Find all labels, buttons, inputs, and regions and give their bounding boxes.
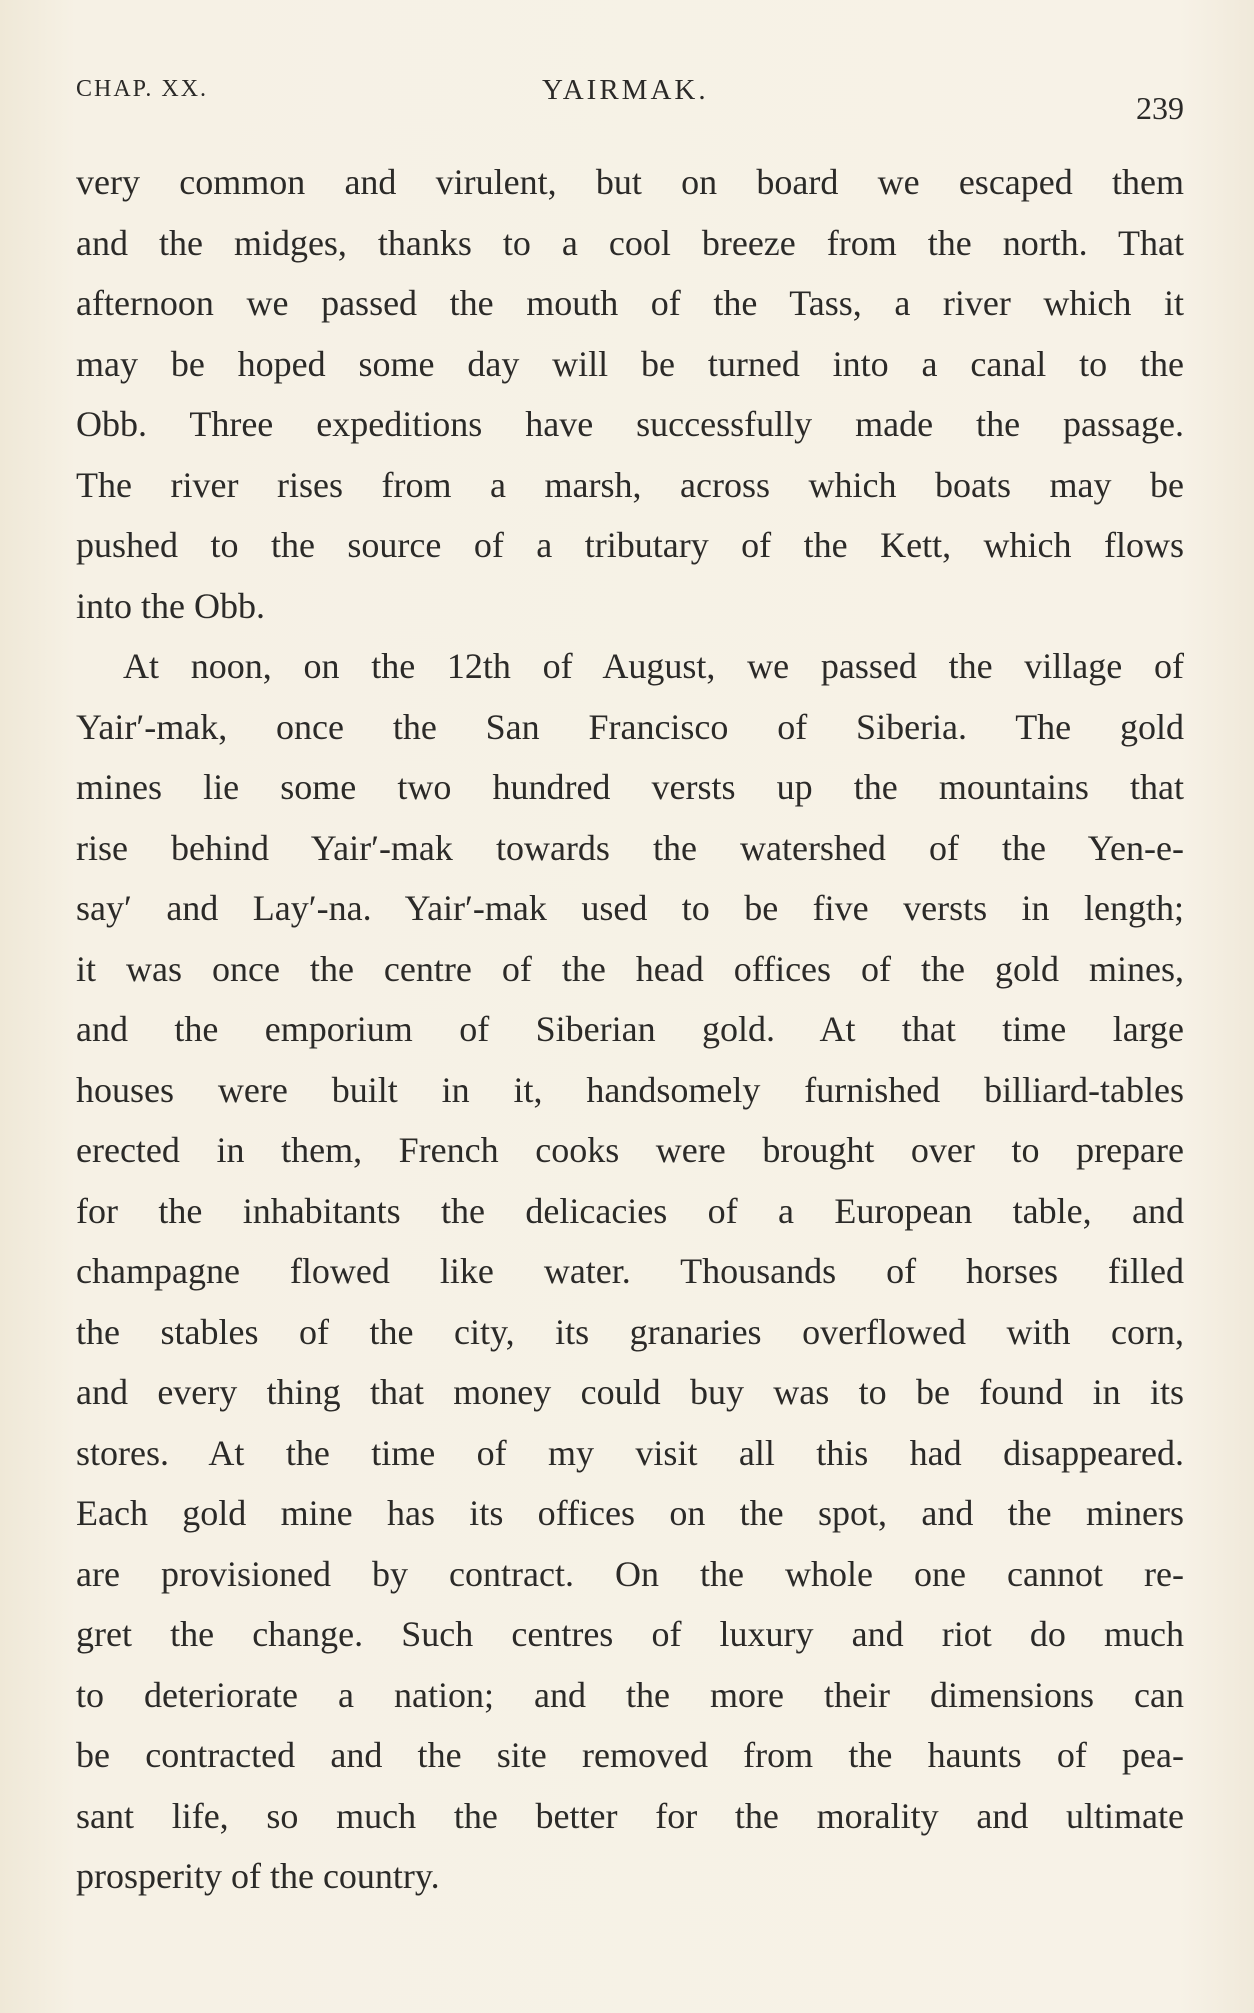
text-line: very common and virulent, but on board we escaped them xyxy=(76,162,1184,202)
running-head xyxy=(76,68,1194,126)
text-line: may be hoped some day will be turned into a canal to the xyxy=(76,343,1184,384)
text-line: sant life, so much the better for the morality and ultimate xyxy=(76,1795,1184,1836)
text-line: are provisioned by contract. On the whole one cannot re- xyxy=(76,1553,1184,1594)
text-line: Yair′-mak, once the San Francisco of Siberia. The gold xyxy=(76,706,1184,747)
paragraph xyxy=(76,636,1184,1907)
text-line: be contracted and the site removed from the haunts of pea- xyxy=(76,1735,1184,1775)
text-line: erected in them, French cooks were brought over to prepare xyxy=(76,1130,1184,1170)
text-line: afternoon we passed the mouth of the Tass, a river which it xyxy=(76,283,1184,323)
text-line: rise behind Yair′-mak towards the watershed of the Yen-e- xyxy=(76,827,1184,868)
body-text xyxy=(76,152,1184,1907)
running-title: YAIRMAK. xyxy=(542,74,709,106)
text-line: stores. At the time of my visit all this had disappeared. xyxy=(76,1432,1184,1473)
text-line: and the emporium of Siberian gold. At that time large xyxy=(76,1009,1184,1049)
text-line: Obb. Three expeditions have successfully made the passage. xyxy=(76,404,1184,444)
text-line: pushed to the source of a tributary of the Kett, which flows xyxy=(76,525,1184,565)
page-number: 239 xyxy=(1136,90,1184,126)
text-line: into the Obb. xyxy=(76,585,265,626)
text-line: At noon, on the 12th of August, we passed the village of xyxy=(123,646,1184,686)
text-line: it was once the centre of the head offices of the gold mines, xyxy=(76,948,1184,989)
text-line: say′ and Lay′-na. Yair′-mak used to be five versts in length; xyxy=(76,888,1184,928)
text-line: gret the change. Such centres of luxury and riot do much xyxy=(76,1614,1184,1654)
text-line: champagne flowed like water. Thousands of horses filled xyxy=(76,1251,1184,1291)
text-line: prosperity of the country. xyxy=(76,1856,440,1896)
paragraph xyxy=(76,152,1184,636)
text-line: and every thing that money could buy was to be found in its xyxy=(76,1372,1184,1412)
text-line: Each gold mine has its offices on the spot, and the miners xyxy=(76,1493,1184,1533)
text-line: for the inhabitants the delicacies of a European table, and xyxy=(76,1190,1184,1231)
text-line: to deteriorate a nation; and the more their dimensions can xyxy=(76,1674,1184,1715)
text-line: mines lie some two hundred versts up the mountains that xyxy=(76,767,1184,807)
text-line: The river rises from a marsh, across which boats may be xyxy=(76,464,1184,505)
text-line: houses were built in it, handsomely furnished billiard-tables xyxy=(76,1069,1184,1110)
text-line: and the midges, thanks to a cool breeze from the north. That xyxy=(76,222,1184,263)
text-line: the stables of the city, its granaries overflowed with corn, xyxy=(76,1311,1184,1352)
chapter-label: CHAP. XX. xyxy=(76,76,209,102)
